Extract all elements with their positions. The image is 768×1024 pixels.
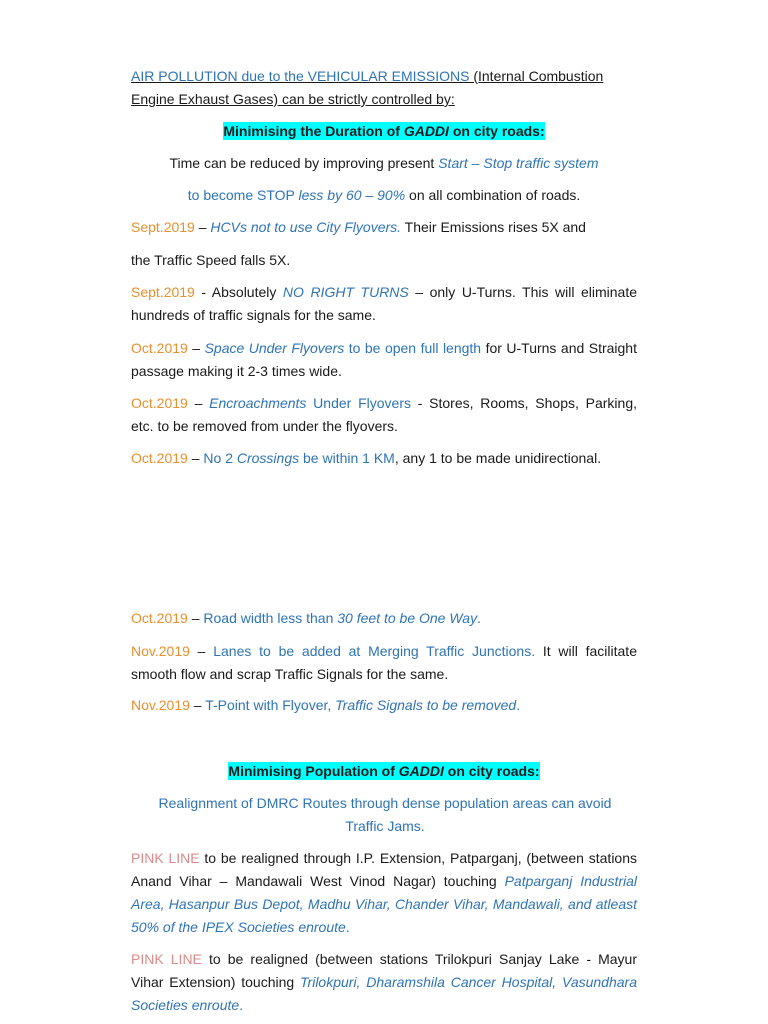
item-t-point: Nov.2019 – T-Point with Flyover, Traffic Signals to be removed.: [131, 697, 521, 713]
intro-text: (Internal Combustion Engine Exhaust Gases) can be strictly controlled by:: [131, 68, 604, 107]
item-hcv-cont: the Traffic Speed falls 5X.: [131, 252, 291, 268]
heading-population: Minimising Population of GADDI on city roads:: [228, 763, 540, 779]
item-space-under-flyovers: Oct.2019 – Space Under Flyovers to be open full length for U-Turns and Straight passage making it 2-3 times wide.: [131, 340, 637, 379]
item-encroachments: Oct.2019 – Encroachments Under Flyovers - Stores, Rooms, Shops, Parking, etc. to be removed from under the flyovers.: [131, 395, 637, 434]
heading-duration: Minimising the Duration of GADDI on city roads:: [223, 123, 545, 139]
item-lanes: Nov.2019 – Lanes to be added at Merging Traffic Junctions. It will facilitate smooth flow and scrap Traffic Signals for the same.: [131, 643, 637, 682]
pink-line-2: PINK LINE to be realigned (between stations Trilokpuri Sanjay Lake - Mayur Vihar Extension) touching Trilokpuri, Dharamshila Cancer Hospital, Vasundhara Societies enroute.: [131, 951, 637, 1013]
item-road-width: Oct.2019 – Road width less than 30 feet to be One Way.: [131, 610, 481, 626]
realignment-note: Realignment of DMRC Routes through dense population areas can avoid Traffic Jams.: [158, 795, 612, 834]
item-hcv: Sept.2019 – HCVs not to use City Flyovers. Their Emissions rises 5X and: [131, 219, 586, 235]
intro-topic: AIR POLLUTION due to the VEHICULAR EMISSIONS: [131, 68, 470, 84]
item-right-turns: Sept.2019 - Absolutely NO RIGHT TURNS – only U-Turns. This will eliminate hundreds of traffic signals for the same.: [131, 284, 638, 323]
pink-line-1: PINK LINE to be realigned through I.P. Extension, Patparganj, (between stations Anand Vihar – Mandawali West Vinod Nagar) touching Patparganj Industrial Area, Hasanpur Bus Depot, Madhu Vihar, Chander Vihar, Mandawali, and atleast 50% of the IPEX Societies enroute.: [131, 850, 637, 935]
item-crossings: Oct.2019 – No 2 Crossings be within 1 KM, any 1 to be made unidirectional.: [131, 450, 602, 466]
time-line-2: to become STOP less by 60 – 90% on all combination of roads.: [187, 187, 581, 203]
time-line-1: Time can be reduced by improving present Start – Stop traffic system: [169, 155, 599, 171]
intro-paragraph: [131, 65, 637, 111]
